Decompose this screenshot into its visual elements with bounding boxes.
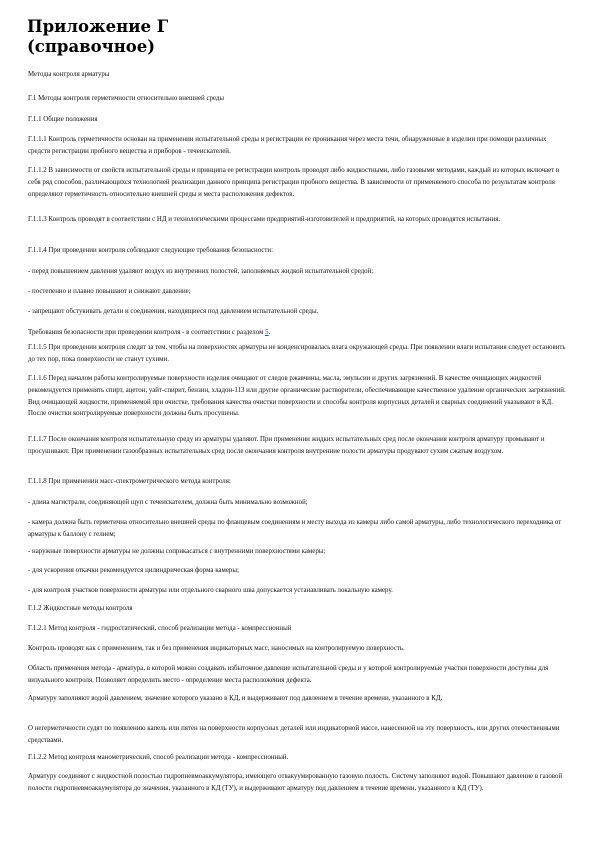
paragraph-g121-b: Область применения метода - арматура, в которой можно создавать избыточное давление испытательной среды и у которой контролируемые участки поверхности доступны для визуального контроля. Позволяет определить место - определение места расположения дефекта.	[28, 665, 549, 684]
paragraph-g118: Г.1.1.8 При применении масс-спектрометрического метода контроля:	[28, 478, 231, 485]
paragraph-g112: Г.1.1.2 В зависимости от свойств испытательной среды и принципа ее регистрации контроль проводят либо жидкостными, либо газовыми методами, каждый из которых включает в себя ряд способов, различающихся технологией реализации данного принципа регистрации пробного вещества. В зависимости от применяемого способа по результатам контроля определяют герметичность относительно внешней среды и места расположения дефектов.	[28, 167, 560, 198]
section-5-link[interactable]: 5	[265, 329, 269, 336]
list-item: - запрещают обстукивать детали и соединения, находящиеся под давлением испытательной среды.	[28, 308, 319, 315]
paragraph-g113: Г.1.1.3 Контроль проводят в соответствии с НД и технологическими процессами предприятий-изготовителей и предприятий, на которых проводятся испытания.	[28, 216, 501, 223]
safety-reference-end: .	[268, 329, 271, 336]
paragraph-g122-a: Арматуру соединяют с жидкостной полостью гидропневмоаккумулятора, имеющего отвакуумированную газовую полость. Систему заполняют водой. Повышают давление в газовой полости гидропневмоаккумулятора до значения, указанного в КД (ТУ), и выдерживают арматуру под давлением в течение времени, указанного в КД (ТУ).	[28, 773, 563, 792]
list-item: - наружные поверхности арматуры не должны соприкасаться с внутренними поверхностями камеры;	[28, 548, 326, 555]
list-item: - для контроля участков поверхности арматуры или отдельного сварного шва допускается устанавливать локальную камеру.	[28, 587, 393, 594]
paragraph-g121-heading: Г.1.2.1 Метод контроля - гидростатический, способ реализации метода - компрессионный	[28, 625, 292, 632]
paragraph-g121-d: О негерметичности судят по появлению капель или пятен на поверхности корпусных деталей или индикаторной массе, нанесенной на эту поверхность, или других отечественными средствами.	[28, 725, 560, 744]
list-item: - постепенно и плавно повышают и снижают давление;	[28, 288, 191, 295]
liquid-methods-heading: Г.1.2 Жидкостные методы контроля	[28, 605, 133, 612]
appendix-title-line1: Приложение Г	[27, 17, 169, 36]
section-heading: Методы контроля арматуры	[28, 71, 110, 78]
safety-reference	[28, 327, 568, 339]
paragraph-g111: Г.1.1.1 Контроль герметичности основан на применении испытательной среды и регистрации ее проникания через места течи, обнаруженные в изделии при помощи различных средств регистрации пробного вещества и приборов - течеискателей.	[28, 136, 547, 155]
paragraph-g115: Г.1.1.5 При проведении контроля следят за тем, чтобы на поверхностях арматуры не конденсировалась влага окружающей среды. При появлении влаги испытания следует остановить до тех пор, пока поверхности не станут сухими.	[28, 344, 566, 363]
list-item: - длина магистрали, соединяющей щуп с течеискателем, должна быть минимально возможной;	[28, 499, 308, 506]
safety-reference-text: Требования безопасности при проведении контроля - в соответствии с разделом	[28, 329, 266, 336]
paragraph-g117: Г.1.1.7 После окончания контроля испытательную среду из арматуры удаляют. При применении жидких испытательных сред после окончания контроля арматуру промывают и просушивают. При применении газообразных испытательных сред после окончания контроля внутренние полости арматуры продувают сухим сжатым воздухом.	[28, 436, 545, 455]
list-item: - для ускорения откачки рекомендуется цилиндрическая форма камеры;	[28, 567, 239, 574]
list-item: - перед повышением давления удаляют воздух из внутренних полостей, заполняемых жидкой испытательной средой;	[28, 268, 374, 275]
general-heading: Г.1.1 Общие положения	[28, 116, 98, 123]
paragraph-g121-c: Арматуру заполняют водой давлением, значение которого указано в КД, и выдерживают под давлением в течение времени, указанного в КД.	[28, 695, 443, 702]
paragraph-g114: Г.1.1.4 При проведении контроля соблюдают следующие требования безопасности:	[28, 247, 273, 254]
paragraph-g121-a: Контроль проводят как с применением, так и без применения индикаторных масс, наносимых на контролируемую поверхность.	[28, 645, 405, 652]
appendix-title-line2: (справочное)	[27, 37, 156, 56]
paragraph-g122-heading: Г.1.2.2 Метод контроля манометрический, способ реализации метода - компрессионный.	[28, 754, 289, 761]
paragraph-g116: Г.1.1.6 Перед началом работы контролируемые поверхности изделия очищают от следов ржавчины, масла, эмульсии и других загрязнений. В качестве очищающих жидкостей рекомендуется применять спирт, ацетон, уайт-спирит, бензин, хладон-113 или другие органические растворители, обеспечивающие качественное удаление органических загрязнений. Вид очищающей жидкости, применяемой при очистке, требования качества очистки поверхности и способы контроля корпусных деталей и сварных соединений указывают в КД. После очистки контролируемые поверхности должны быть просушены.	[28, 375, 566, 418]
appendix-title	[27, 17, 327, 57]
subsection-heading: Г.1 Методы контроля герметичности относительно внешней среды	[28, 95, 225, 102]
list-item: - камера должна быть герметична относительно внешней среды по фланцевым соединениям и месту выхода из камеры либо самой арматуры, либо технологического переходника от арматуры к баллону с гелием;	[28, 519, 562, 538]
